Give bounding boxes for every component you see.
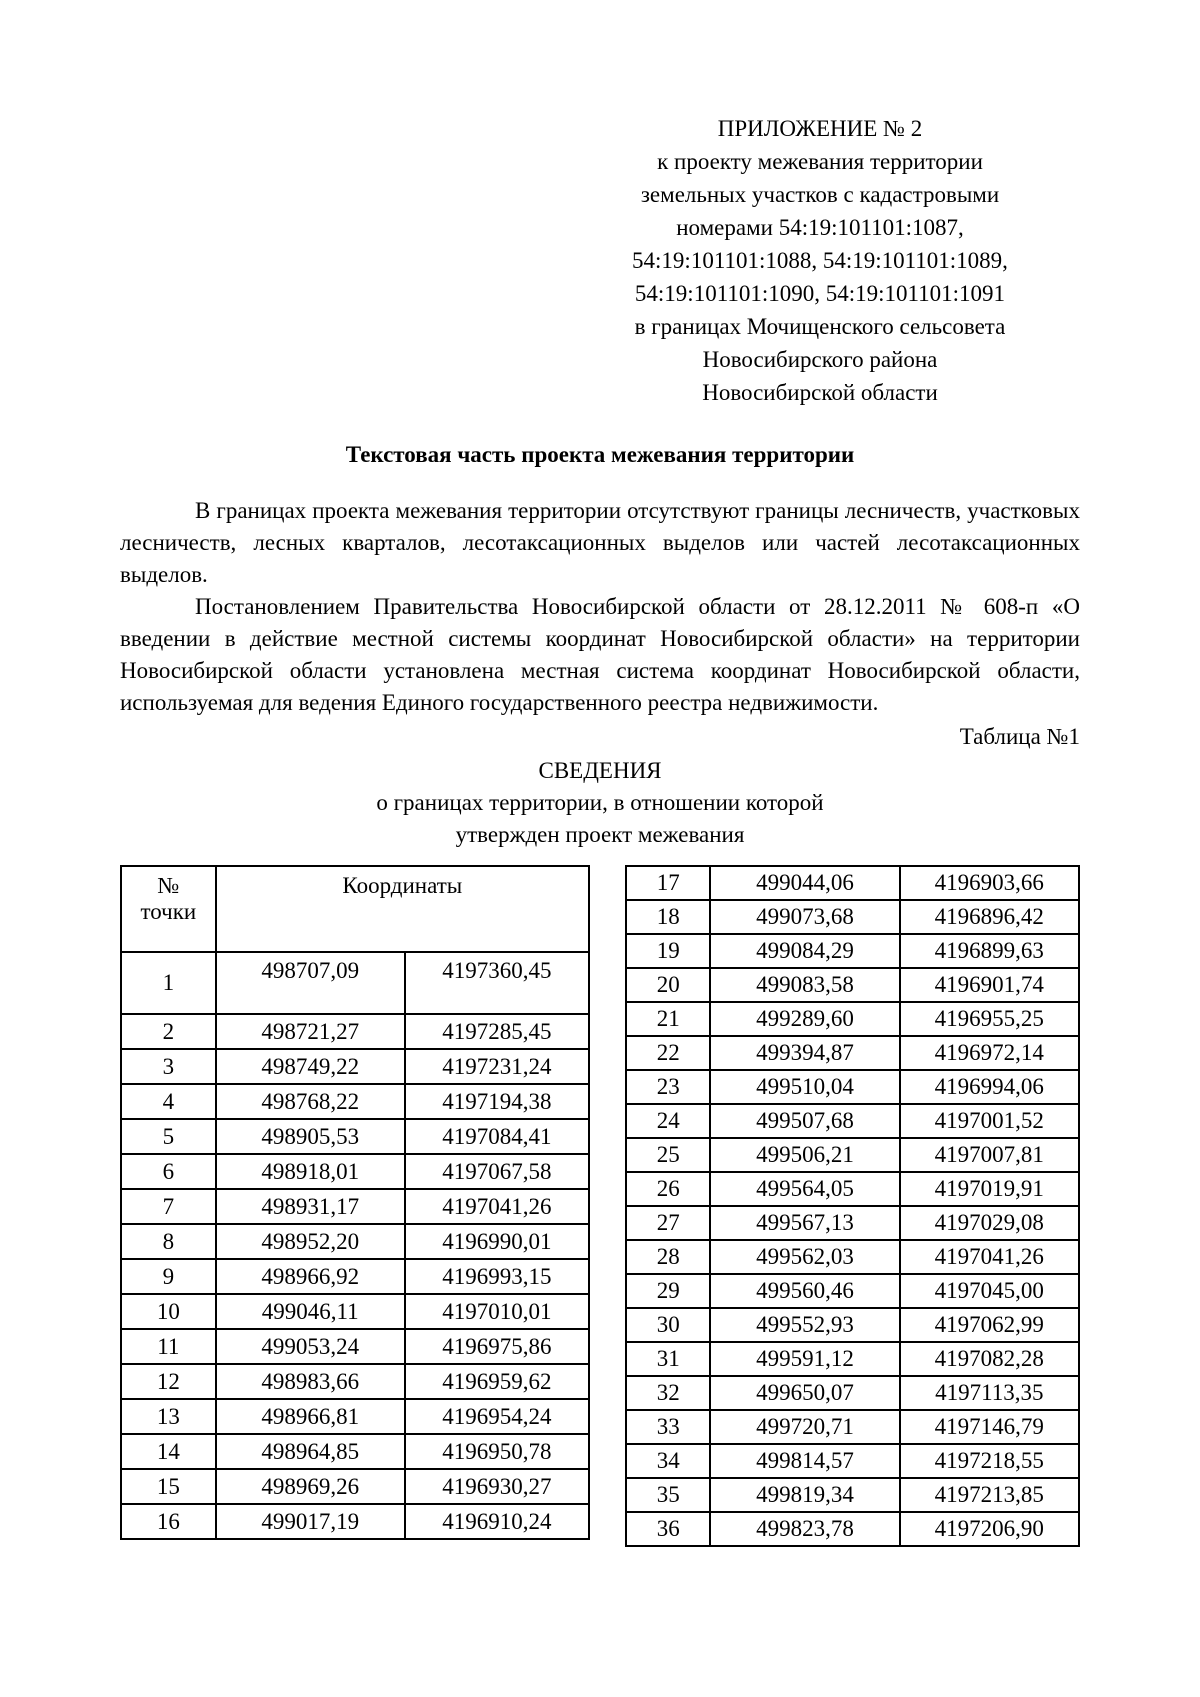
coordinate-cell: 499823,78: [710, 1512, 899, 1546]
coordinate-cell: 4197146,79: [900, 1410, 1079, 1444]
coordinate-cell: 498952,20: [216, 1224, 405, 1259]
table-title-line: о границах территории, в отношении которой: [376, 790, 824, 815]
coordinate-cell: 498966,92: [216, 1259, 405, 1294]
paragraph: В границах проекта межевания территории отсутствуют границы лесничеств, участковых лесничеств, лесных кварталов, лесотаксационных выделов или частей лесотаксационных выделов.: [120, 498, 1080, 587]
table-row: [121, 952, 589, 1014]
coordinate-cell: 498707,09: [216, 952, 405, 1014]
coordinate-cell: 4196994,06: [900, 1070, 1079, 1104]
point-number-cell: 32: [626, 1376, 710, 1410]
point-number-cell: 6: [121, 1154, 216, 1189]
coordinate-cell: 4197084,41: [405, 1119, 589, 1154]
table-title-line: СВЕДЕНИЯ: [538, 758, 662, 783]
table-row: [121, 1434, 589, 1469]
point-number-cell: 16: [121, 1504, 216, 1539]
coordinate-cell: 499044,06: [710, 866, 899, 900]
table-row: [626, 934, 1079, 968]
point-number-cell: 18: [626, 900, 710, 934]
coordinate-cell: 4197029,08: [900, 1206, 1079, 1240]
coordinate-cell: 499510,04: [710, 1070, 899, 1104]
coordinate-cell: 4197082,28: [900, 1342, 1079, 1376]
table-row: [121, 1329, 589, 1364]
point-number-cell: 21: [626, 1002, 710, 1036]
appendix-header-line: Новосибирского района: [702, 347, 938, 372]
coordinate-cell: 4196975,86: [405, 1329, 589, 1364]
coordinate-cell: 499289,60: [710, 1002, 899, 1036]
table-row: [121, 1399, 589, 1434]
appendix-header-line: номерами 54:19:101101:1087,: [676, 215, 964, 240]
coordinate-cell: 499394,87: [710, 1036, 899, 1070]
coordinate-cell: 4197019,91: [900, 1172, 1079, 1206]
table-row: [626, 1308, 1079, 1342]
point-number-cell: 22: [626, 1036, 710, 1070]
point-number-cell: 27: [626, 1206, 710, 1240]
point-number-cell: 31: [626, 1342, 710, 1376]
coordinate-cell: 4197045,00: [900, 1274, 1079, 1308]
table-row: [626, 1240, 1079, 1274]
table-row: [121, 1154, 589, 1189]
point-number-cell: 14: [121, 1434, 216, 1469]
coordinate-cell: 4197041,26: [405, 1189, 589, 1224]
point-number-header: № точки: [121, 866, 216, 952]
point-number-cell: 11: [121, 1329, 216, 1364]
table-row: [121, 1364, 589, 1399]
coordinate-cell: 499073,68: [710, 900, 899, 934]
coordinate-cell: 4196993,15: [405, 1259, 589, 1294]
coordinate-cell: 4196930,27: [405, 1469, 589, 1504]
coordinate-cell: 4197194,38: [405, 1084, 589, 1119]
table-row: [626, 1070, 1079, 1104]
coordinate-cell: 4196901,74: [900, 968, 1079, 1002]
appendix-header-line: к проекту межевания территории: [657, 149, 983, 174]
coordinate-cell: 4196990,01: [405, 1224, 589, 1259]
coordinates-table-left: [120, 865, 590, 1540]
point-number-cell: 4: [121, 1084, 216, 1119]
table-row: [626, 1478, 1079, 1512]
table-row: [121, 1469, 589, 1504]
coordinate-cell: 498964,85: [216, 1434, 405, 1469]
coordinate-cell: 499017,19: [216, 1504, 405, 1539]
coordinate-cell: 4196903,66: [900, 866, 1079, 900]
coordinate-cell: 499083,58: [710, 968, 899, 1002]
point-number-cell: 36: [626, 1512, 710, 1546]
table-row: [626, 968, 1079, 1002]
point-number-cell: 24: [626, 1104, 710, 1138]
coordinate-cell: 499506,21: [710, 1138, 899, 1172]
coordinates-table-right: [625, 865, 1080, 1547]
point-number-cell: 35: [626, 1478, 710, 1512]
coordinate-cell: 4196950,78: [405, 1434, 589, 1469]
table-row: [626, 1002, 1079, 1036]
table-row: [121, 1119, 589, 1154]
coordinate-cell: 499562,03: [710, 1240, 899, 1274]
table-title-line: утвержден проект межевания: [455, 822, 745, 847]
table-row: [121, 1084, 589, 1119]
table-row: [121, 1224, 589, 1259]
coordinate-cell: 4197285,45: [405, 1014, 589, 1049]
point-number-cell: 13: [121, 1399, 216, 1434]
appendix-header-line: в границах Мочищенского сельсовета: [634, 314, 1006, 339]
point-number-cell: 26: [626, 1172, 710, 1206]
coordinate-cell: 499650,07: [710, 1376, 899, 1410]
coordinate-cell: 4196972,14: [900, 1036, 1079, 1070]
appendix-header-line: ПРИЛОЖЕНИЕ № 2: [717, 116, 923, 141]
point-number-cell: 9: [121, 1259, 216, 1294]
coordinate-cell: 499591,12: [710, 1342, 899, 1376]
table-row: [626, 1342, 1079, 1376]
table-row: [121, 1049, 589, 1084]
point-number-cell: 30: [626, 1308, 710, 1342]
paragraph: Постановлением Правительства Новосибирской области от 28.12.2011 № 608-п «О введении в действие местной системы координат Новосибирской области» на территории Новосибирской области установлена местная система координат Новосибирской области, используемая для ведения Единого государственного реестра недвижимости.: [120, 594, 1080, 715]
table-row: [626, 1036, 1079, 1070]
table-row: [121, 1259, 589, 1294]
coordinate-cell: 4197360,45: [405, 952, 589, 1014]
point-number-cell: 8: [121, 1224, 216, 1259]
table-row: [626, 900, 1079, 934]
coordinate-cell: 498966,81: [216, 1399, 405, 1434]
coordinate-cell: 4197206,90: [900, 1512, 1079, 1546]
table-row: [626, 1138, 1079, 1172]
coordinate-cell: 499564,05: [710, 1172, 899, 1206]
appendix-header-line: Новосибирской области: [702, 380, 938, 405]
coordinates-header: Координаты: [216, 866, 589, 952]
coordinate-cell: 4197067,58: [405, 1154, 589, 1189]
coordinate-cell: 499507,68: [710, 1104, 899, 1138]
coordinate-cell: 499552,93: [710, 1308, 899, 1342]
coordinate-cell: 499046,11: [216, 1294, 405, 1329]
coordinate-cell: 4197113,35: [900, 1376, 1079, 1410]
point-number-cell: 25: [626, 1138, 710, 1172]
coordinate-cell: 498918,01: [216, 1154, 405, 1189]
coordinate-cell: 498969,26: [216, 1469, 405, 1504]
table-row: [626, 1410, 1079, 1444]
coordinate-cell: 4197001,52: [900, 1104, 1079, 1138]
point-number-cell: 34: [626, 1444, 710, 1478]
table-row: [121, 1504, 589, 1539]
appendix-header-line: земельных участков с кадастровыми: [640, 182, 1000, 207]
point-number-cell: 5: [121, 1119, 216, 1154]
coordinate-cell: 4196899,63: [900, 934, 1079, 968]
point-number-cell: 29: [626, 1274, 710, 1308]
appendix-header-line: 54:19:101101:1090, 54:19:101101:1091: [634, 281, 1006, 306]
table-title: [120, 755, 1080, 851]
coordinate-cell: 4196896,42: [900, 900, 1079, 934]
coordinate-cell: 498905,53: [216, 1119, 405, 1154]
coordinate-cell: 4197062,99: [900, 1308, 1079, 1342]
table-row: [626, 1376, 1079, 1410]
coordinate-cell: 4196910,24: [405, 1504, 589, 1539]
table-header-row: [121, 866, 589, 952]
table-row: [121, 1294, 589, 1329]
point-number-cell: 1: [121, 952, 216, 1014]
body-text: [120, 495, 1080, 719]
point-number-cell: 7: [121, 1189, 216, 1224]
coordinate-cell: 499720,71: [710, 1410, 899, 1444]
table-row: [626, 1104, 1079, 1138]
point-number-cell: 19: [626, 934, 710, 968]
coordinate-cell: 498721,27: [216, 1014, 405, 1049]
appendix-header: [560, 112, 1080, 409]
point-number-cell: 33: [626, 1410, 710, 1444]
table-number-label: Таблица №1: [959, 724, 1080, 749]
table-row: [626, 1172, 1079, 1206]
table-row: [626, 1206, 1079, 1240]
coordinate-cell: 4196955,25: [900, 1002, 1079, 1036]
point-number-cell: 23: [626, 1070, 710, 1104]
coordinate-cell: 498749,22: [216, 1049, 405, 1084]
document-title: Текстовая часть проекта межевания территории: [345, 442, 855, 467]
coordinate-cell: 498768,22: [216, 1084, 405, 1119]
coordinate-cell: 499567,13: [710, 1206, 899, 1240]
table-row: [626, 1444, 1079, 1478]
coordinate-cell: 4197213,85: [900, 1478, 1079, 1512]
coordinate-cell: 499814,57: [710, 1444, 899, 1478]
point-number-cell: 10: [121, 1294, 216, 1329]
point-number-cell: 15: [121, 1469, 216, 1504]
coordinate-cell: 4196959,62: [405, 1364, 589, 1399]
coordinate-cell: 4197010,01: [405, 1294, 589, 1329]
table-row: [121, 1189, 589, 1224]
coordinate-cell: 499560,46: [710, 1274, 899, 1308]
coordinate-cell: 4197041,26: [900, 1240, 1079, 1274]
point-number-cell: 20: [626, 968, 710, 1002]
coordinate-cell: 499819,34: [710, 1478, 899, 1512]
coordinate-cell: 4197218,55: [900, 1444, 1079, 1478]
point-number-cell: 12: [121, 1364, 216, 1399]
coordinate-tables: [120, 865, 1080, 1547]
coordinate-cell: 499084,29: [710, 934, 899, 968]
coordinate-cell: 498983,66: [216, 1364, 405, 1399]
coordinate-cell: 498931,17: [216, 1189, 405, 1224]
table-row: [626, 1274, 1079, 1308]
table-row: [626, 866, 1079, 900]
appendix-header-line: 54:19:101101:1088, 54:19:101101:1089,: [632, 248, 1008, 273]
point-number-cell: 17: [626, 866, 710, 900]
table-row: [121, 1014, 589, 1049]
point-number-cell: 28: [626, 1240, 710, 1274]
coordinate-cell: 499053,24: [216, 1329, 405, 1364]
coordinate-cell: 4197231,24: [405, 1049, 589, 1084]
table-row: [626, 1512, 1079, 1546]
coordinate-cell: 4197007,81: [900, 1138, 1079, 1172]
coordinate-cell: 4196954,24: [405, 1399, 589, 1434]
point-number-cell: 3: [121, 1049, 216, 1084]
point-number-cell: 2: [121, 1014, 216, 1049]
